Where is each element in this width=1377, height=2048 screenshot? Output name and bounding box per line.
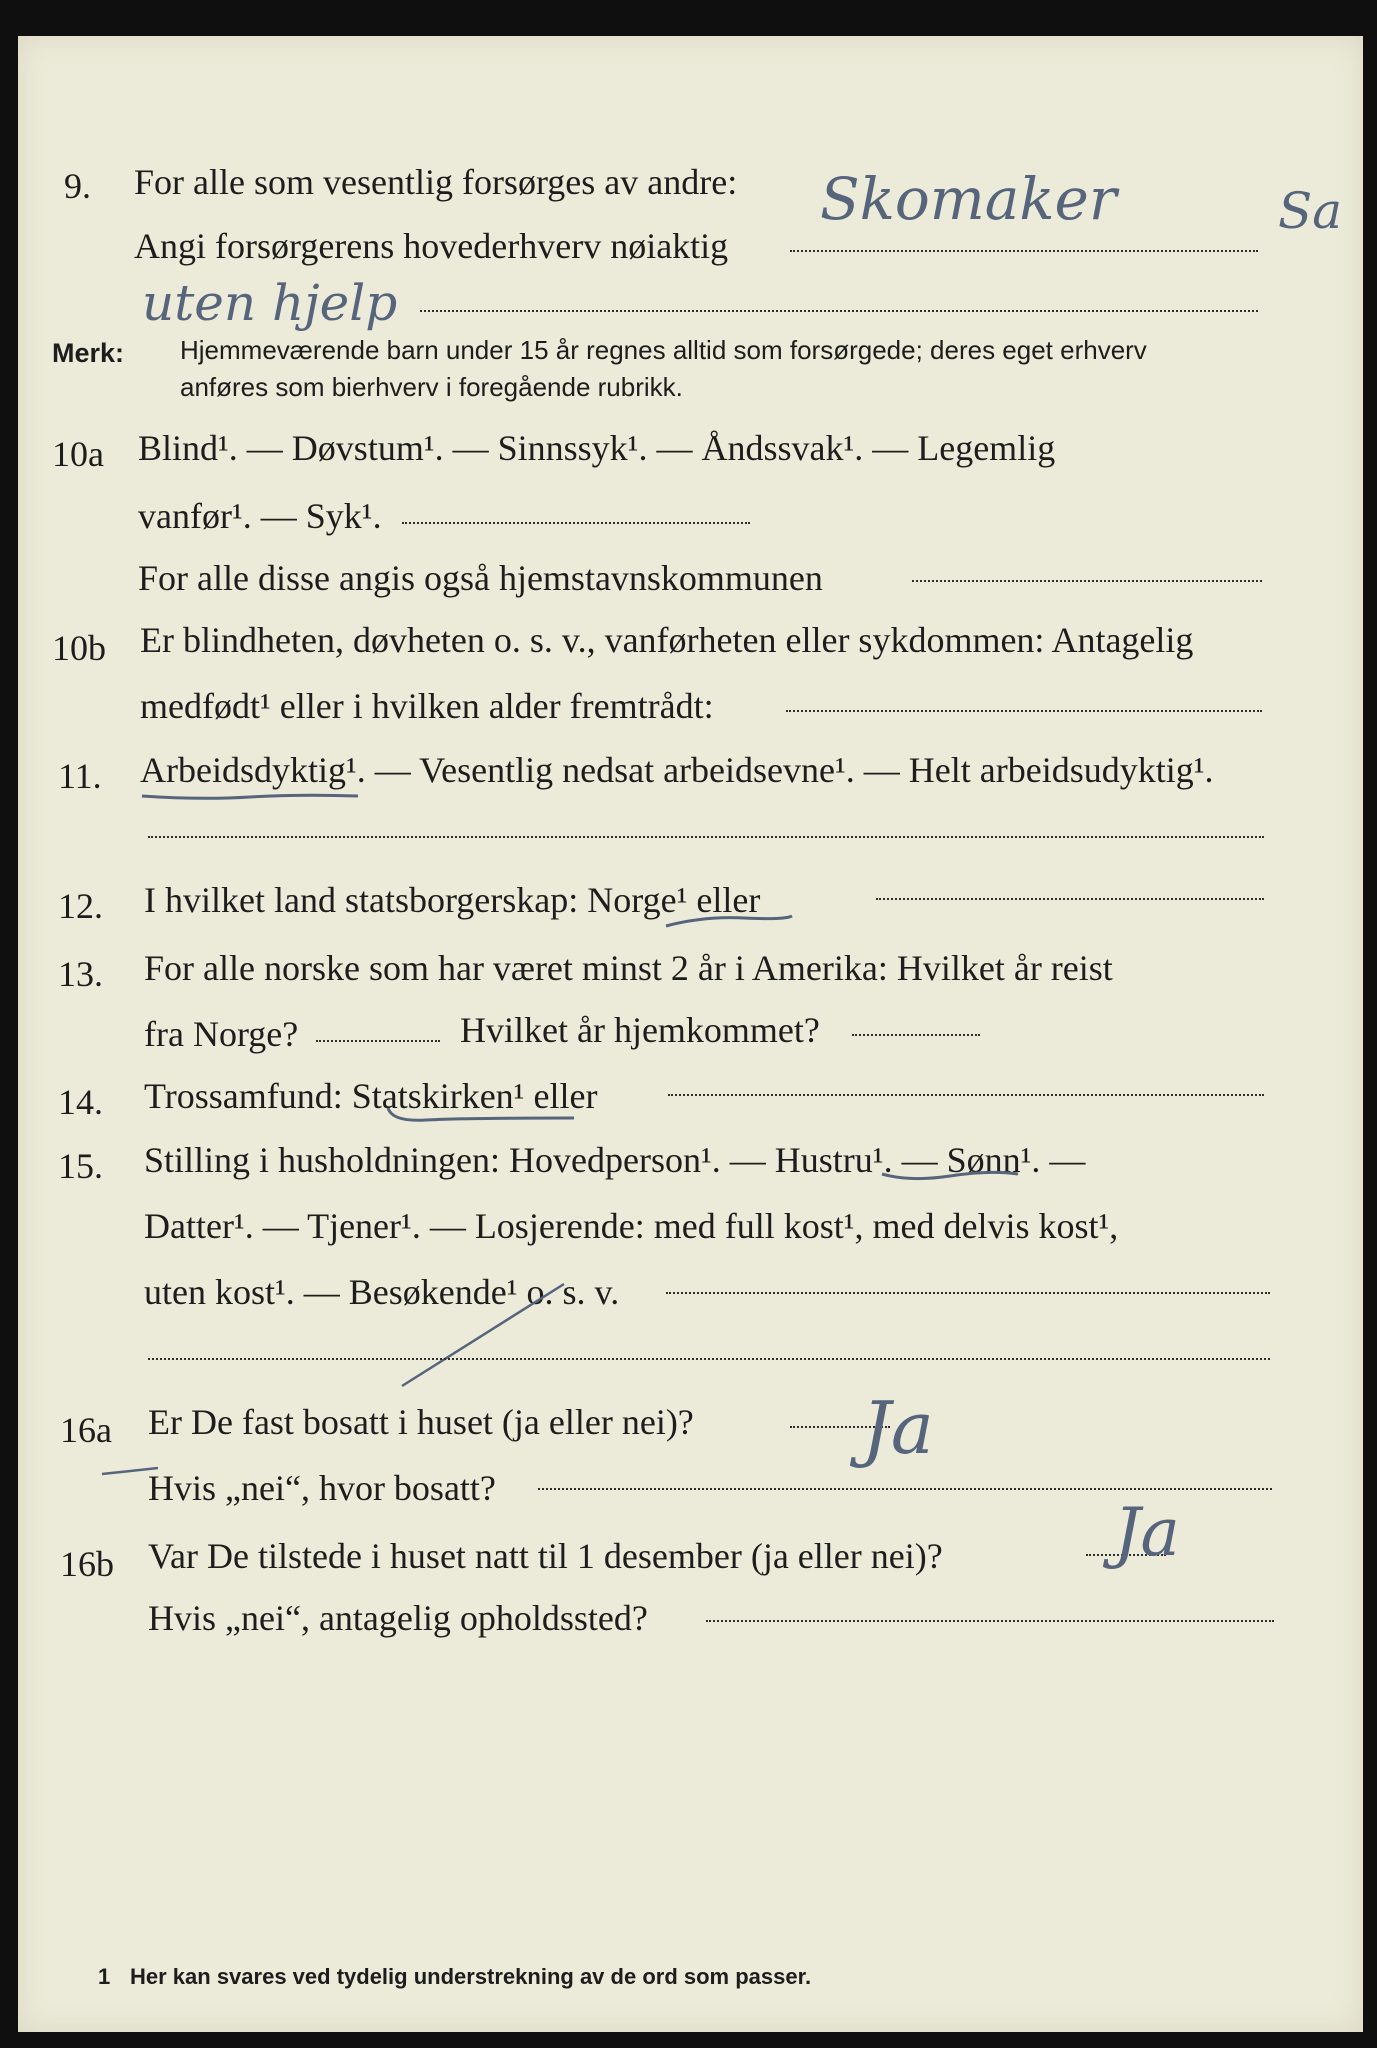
q10a-number: 10a <box>52 434 104 474</box>
q12-line1: I hvilket land statsborgerskap: Norge¹ eller <box>144 880 761 920</box>
q15-answer-underline <box>880 1166 1020 1184</box>
q10b-number: 10b <box>52 628 106 668</box>
q15-line3: uten kost¹. — Besøkende¹ o. s. v. <box>144 1272 620 1312</box>
merk-label: Merk: <box>52 338 125 368</box>
q9-answer-detail: uten hjelp <box>142 274 398 332</box>
q13-line2b: Hvilket år hjemkommet? <box>460 1010 820 1050</box>
q10a-line3-answer-line <box>912 580 1262 582</box>
q15-strike-mark <box>398 1280 568 1390</box>
footnote-mark: 1 <box>98 1964 111 1989</box>
q15-line1: Stilling i husholdningen: Hovedperson¹. — Hustru¹. — Sønn¹. — <box>144 1140 1086 1180</box>
q15-answer-line2 <box>148 1358 1270 1360</box>
q16b-number: 16b <box>60 1544 114 1584</box>
footnote-text: Her kan svares ved tydelig understrekning av de ord som passer. <box>130 1964 812 1989</box>
q9-line1: For alle som vesentlig forsørges av andre: <box>134 162 738 202</box>
q16b-line1: Var De tilstede i huset natt til 1 desember (ja eller nei)? <box>148 1536 943 1576</box>
q15-number: 15. <box>58 1146 103 1186</box>
q10a-answer-line <box>402 522 750 524</box>
q12-answer-underline <box>664 910 794 932</box>
merk-line1: Hjemmeværende barn under 15 år regnes alltid som forsørgede; deres eget erhverv <box>180 335 1147 365</box>
q10a-line2: vanfør¹. — Syk¹. <box>138 496 382 536</box>
q9-answer-line <box>790 250 1258 252</box>
q9-line2: Angi forsørgerens hovederhverv nøiaktig <box>134 226 729 266</box>
q9-answer-continued: Sa <box>1278 182 1343 240</box>
q16b-line2: Hvis „nei“, antagelig opholdssted? <box>148 1598 648 1638</box>
q9-answer-line2 <box>420 310 1258 312</box>
q16a-line1: Er De fast bosatt i huset (ja eller nei)? <box>148 1402 694 1442</box>
q13-line2a: fra Norge? <box>144 1014 299 1054</box>
q14-line1: Trossamfund: Statskirken¹ eller <box>144 1076 598 1116</box>
q9-answer-occupation: Skomaker <box>820 165 1117 233</box>
q10b-answer-line <box>786 710 1262 712</box>
q12-number: 12. <box>58 886 103 926</box>
q14-number: 14. <box>58 1082 103 1122</box>
q9-number: 9. <box>64 166 91 206</box>
q11-answer-underline <box>140 788 360 802</box>
q11-number: 11. <box>58 756 102 796</box>
q16b-answer-line2 <box>706 1620 1274 1622</box>
q15-line2: Datter¹. — Tjener¹. — Losjerende: med full kost¹, med delvis kost¹, <box>144 1206 1119 1246</box>
q11-line1: Arbeidsdyktig¹. — Vesentlig nedsat arbeidsevne¹. — Helt arbeidsudyktig¹. <box>140 750 1214 790</box>
q10b-line2: medfødt¹ eller i hvilken alder fremtrådt: <box>140 686 714 726</box>
q16b-answer: Ja <box>1114 1494 1180 1571</box>
merk-line2: anføres som bierhverv i foregående rubrikk. <box>180 372 683 402</box>
q16a-number: 16a <box>60 1410 112 1450</box>
q13-number: 13. <box>58 954 103 994</box>
q13-reist-answer-line <box>316 1040 440 1042</box>
q16a-line2: Hvis „nei“, hvor bosatt? <box>148 1468 496 1508</box>
q11-answer-line <box>148 836 1264 838</box>
q16a-bosatt-answer-line <box>538 1488 1272 1490</box>
q10a-line1: Blind¹. — Døvstum¹. — Sinnssyk¹. — Åndssvak¹. — Legemlig <box>138 428 1056 468</box>
q12-answer-line <box>876 898 1264 900</box>
q15-answer-line <box>666 1292 1270 1294</box>
q10b-line1: Er blindheten, døvheten o. s. v., vanførheten eller sykdommen: Antagelig <box>140 620 1194 660</box>
q13-line1: For alle norske som har været minst 2 år i Amerika: Hvilket år reist <box>144 948 1113 988</box>
q14-answer-line <box>668 1094 1264 1096</box>
q14-answer-underline <box>386 1104 576 1128</box>
q13-hjemkommet-answer-line <box>852 1034 980 1036</box>
q16a-answer: Ja <box>862 1386 934 1470</box>
q10a-line3: For alle disse angis også hjemstavnskommunen <box>138 558 823 598</box>
